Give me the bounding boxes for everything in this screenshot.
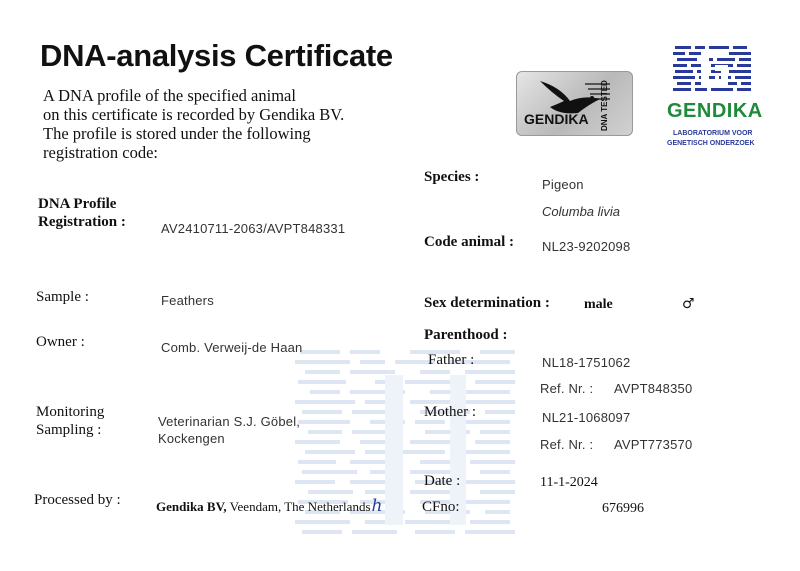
registration-label-1: DNA Profile [38, 196, 117, 212]
father-ref-value: AVPT848350 [614, 381, 693, 396]
seal-brand: GENDIKA [524, 111, 589, 127]
processed-label: Processed by : [34, 492, 121, 508]
sample-label: Sample : [36, 289, 89, 305]
father-value: NL18-1751062 [542, 355, 631, 370]
seal-tested: DNA TESTED [600, 80, 609, 131]
intro-text [43, 86, 344, 162]
parenthood-label: Parenthood : [424, 327, 508, 343]
species-latin: Columba livia [542, 204, 621, 219]
code-animal-label: Code animal : [424, 234, 514, 250]
intro-line-3: The profile is stored under the following [43, 124, 311, 143]
mother-label: Mother : [424, 404, 477, 420]
father-label: Father : [428, 352, 475, 368]
intro-line-4: registration code: [43, 143, 159, 162]
monitoring-value-2: Kockengen [158, 431, 225, 446]
cfno-label: CFno: [422, 499, 460, 515]
monitoring-label-1: Monitoring [36, 404, 105, 420]
processed-company: Gendika BV, [156, 499, 227, 514]
cfno-value: 676996 [602, 501, 644, 516]
intro-line-2: on this certificate is recorded by Gendika BV. [43, 105, 345, 124]
gendika-logo-mark-icon [671, 44, 761, 96]
owner-label: Owner : [36, 334, 85, 350]
sex-determination-label: Sex determination : [424, 295, 550, 311]
male-symbol-icon: ♂ [682, 296, 695, 312]
father-ref-label: Ref. Nr. : [540, 381, 594, 396]
monitoring-label-2: Sampling : [36, 422, 102, 438]
mother-value: NL21-1068097 [542, 410, 631, 425]
logo-tagline-2: GENETISCH ONDERZOEK [667, 140, 755, 147]
dna-tested-seal [516, 71, 633, 136]
date-value: 11-1-2024 [540, 475, 598, 490]
owner-value: Comb. Verweij-de Haan [161, 340, 303, 355]
logo-tagline-1: LABORATORIUM VOOR [673, 130, 753, 137]
sample-value: Feathers [161, 293, 214, 308]
registration-label-2: Registration : [38, 214, 126, 230]
gendika-logo [663, 44, 773, 154]
species-common: Pigeon [542, 177, 584, 192]
registration-value: AV2410711-2063/AVPT848331 [161, 221, 346, 236]
intro-line-1: A DNA profile of the specified animal [43, 86, 296, 105]
species-label: Species : [424, 169, 480, 185]
mother-ref-label: Ref. Nr. : [540, 437, 594, 452]
certificate-title: DNA-analysis Certificate [40, 38, 393, 73]
mother-ref-value: AVPT773570 [614, 437, 693, 452]
processed-initial: h [371, 496, 383, 516]
sex-value: male [584, 297, 613, 312]
processed-place: Veendam, The Netherlands [229, 499, 371, 514]
logo-brand: GENDIKA [667, 100, 763, 122]
code-animal-value: NL23-9202098 [542, 239, 631, 254]
date-label: Date : [424, 473, 461, 489]
monitoring-value-1: Veterinarian S.J. Göbel, [158, 414, 301, 429]
processed-by [156, 496, 382, 516]
